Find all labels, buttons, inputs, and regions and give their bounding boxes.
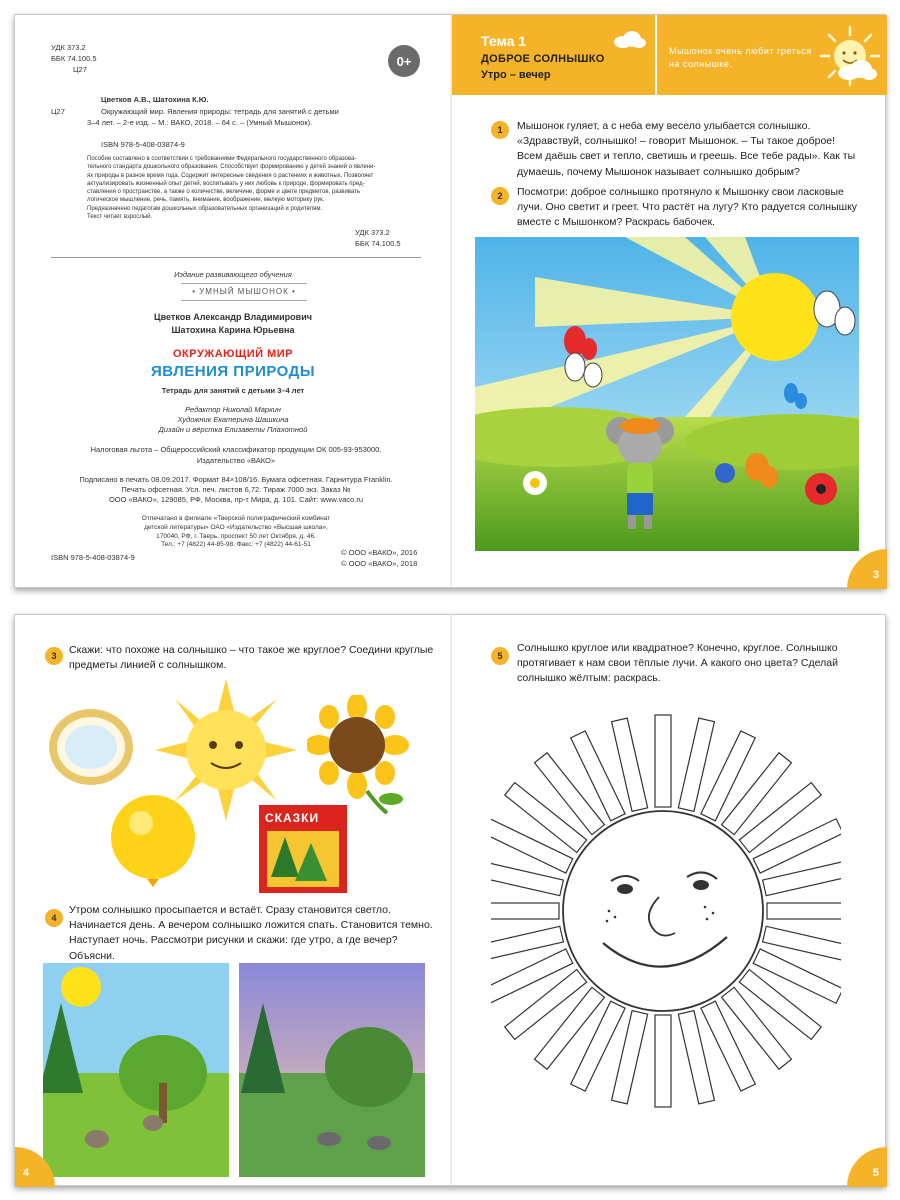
bottom-spread: [14, 614, 886, 1186]
task-number-5: 5: [491, 647, 509, 665]
copyright-2016: © ООО «ВАКО», 2016: [341, 548, 418, 557]
task-number-4: 4: [45, 909, 63, 927]
series-rule-bottom: [181, 300, 307, 301]
cloud-icon: [611, 29, 647, 49]
balloon-picture: [103, 791, 203, 901]
sunflower-picture: [307, 695, 417, 815]
morning-scene: [43, 963, 229, 1177]
credits: Редактор Николай Маркин Художник Екатерина Шашкина Дизайн и вёрстка Елизаветы Плахотной: [158, 405, 308, 435]
task-number-2: 2: [491, 187, 509, 205]
series-rule-top: [181, 283, 307, 284]
sun-ray: [767, 903, 841, 919]
plate-picture: [43, 707, 143, 787]
task-number-1: 1: [491, 121, 509, 139]
task-1-text: Мышонок гуляет, а с неба ему весело улыбается солнышко. «Здравствуй, солнышко! – говорит Мышонок. – Ты такое доброе! Всем даёшь свет и тепло, светишь и греешь. Все тебе рады». Как ты думаешь, почему Мышонок называет солнышко добрым?: [517, 120, 856, 178]
isbn-top: ISBN 978-5-408-03874-9: [101, 140, 185, 149]
page-3: [451, 15, 887, 587]
bib-line-1: Окружающий мир. Явления природы: тетрадь для занятий с детьми: [101, 107, 339, 116]
task-number-3: 3: [45, 647, 63, 665]
sun-ray: [655, 1015, 671, 1107]
edition-type: Издание развивающего обучения: [174, 270, 292, 279]
author-full-1: Цветков Александр Владимирович: [154, 312, 312, 322]
topic-title: ДОБРОЕ СОЛНЫШКО: [481, 53, 605, 65]
top-spread: [14, 14, 886, 588]
tax-line-2: Издательство «ВАКО»: [196, 456, 276, 465]
bib-line-2: 3–4 лет. – 2-е изд. – М.: ВАКО, 2018. – 64 с. – (Умный Мышонок).: [87, 118, 313, 127]
author-full-2: Шатохина Карина Юрьевна: [171, 325, 295, 335]
imprint-page: [15, 15, 451, 587]
page-number-4: 4: [15, 1147, 55, 1187]
author-code-2: Ц27: [51, 107, 65, 116]
age-rating-badge: 0+: [388, 45, 420, 77]
page-number-3: 3: [847, 549, 887, 589]
header-separator: [655, 15, 657, 95]
title-blue: ЯВЛЕНИЯ ПРИРОДЫ: [150, 363, 316, 380]
sun-ray: [491, 903, 559, 919]
divider: [51, 257, 421, 258]
book-cover-trees: [267, 831, 339, 887]
task-2-text: Посмотри: доброе солнышко протянуло к Мышонку свои ласковые лучи. Оно светит и греет. Что растёт на лугу? Кто радуется солнышку вместе с Мышонком? Раскрась бабочек.: [517, 186, 858, 229]
tax-line-1: Налоговая льгота – Общероссийский классификатор продукции ОК 005-93-953000.: [90, 445, 382, 454]
coloring-sun: [491, 711, 841, 1131]
sun-ray: [655, 715, 671, 807]
spine: [450, 15, 452, 587]
fairy-tales-book: [259, 805, 347, 893]
topic-label: Тема 1: [481, 33, 527, 49]
udk-code: УДК 373.2: [51, 43, 86, 52]
spine: [450, 615, 452, 1185]
task-4-text: Утром солнышко просыпается и встаёт. Сразу становится светло. Начинается день. А вечером солнышко ложится спать. Становится темно. Наступает ночь. Рассмотри рисунки и скажи: где утро, а где вечер? Объясни.: [69, 904, 433, 962]
book-title: СКАЗКИ: [265, 811, 320, 825]
bbk-right: ББК 74.100.5: [355, 239, 401, 248]
cloud-icon: [835, 59, 879, 81]
page-5: [451, 615, 887, 1185]
author-code: Ц27: [73, 65, 87, 74]
printer-info: Отпечатано в филиале «Тверской полиграфический комбинат детской литературы» ОАО «Издательство «Высшая школа», 170040, РФ, г. Тверь, проспект 50 лет Октября, д. 46. Тел.: +7 (4822) 44-85-98. Факс: +7 (4822) 44-61-51: [141, 515, 331, 549]
abstract: Пособие составлено в соответствии с требованиями Федерального государственного образова- тельного стандарта дошкольного образования. Способствует формированию у детей знаний о явлени- ях природы в разное время года. Содержит интересные сведения о растениях и животных. Позволяет актуализировать жизненный опыт детей, воспитывать у них любовь к природе, формировать пред- ставления о пространстве, а также о количестве, величине, форме и цвете предметов, развивать логическое мышление, речь, память, внимание, воображение, мелкую моторику рук. Предназначено педагогам дошкольных образовательных организаций и родителям. Текст читает взрослый.: [87, 156, 376, 220]
bbk-code: ББК 74.100.5: [51, 54, 97, 63]
page-4: [15, 615, 451, 1185]
topic-header: [451, 15, 887, 95]
topic-subtitle: Утро – вечер: [481, 69, 551, 81]
isbn-bottom: ISBN 978-5-408-03874-9: [51, 553, 135, 562]
evening-scene: [239, 963, 425, 1177]
task-3-text: Скажи: что похоже на солнышко – что такое же круглое? Соедини круглые предметы линией с солнышком.: [69, 644, 434, 672]
authors-line: Цветков А.В., Шатохина К.Ю.: [101, 95, 209, 104]
title-red: ОКРУЖАЮЩИЙ МИР: [172, 348, 294, 360]
page-number-5: 5: [847, 1147, 887, 1187]
header-note: Мышонок очень любит греться на солнышке.: [669, 46, 812, 69]
copyright-2018: © ООО «ВАКО», 2018: [341, 559, 418, 568]
book-subtitle: Тетрадь для занятий с детьми 3–4 лет: [161, 386, 305, 395]
udk-right: УДК 373.2: [355, 228, 390, 237]
meadow-illustration: [475, 237, 859, 551]
task-5-text: Солнышко круглое или квадратное? Конечно, круглое. Солнышко протягивает к нам свои тёплые лучи. А какого оно цвета? Сделай солнышко жёлтым: раскрась.: [517, 642, 838, 685]
print-info: Подписано в печать 08.09.2017. Формат 84×108/16. Бумага офсетная. Гарнитура Franklin. Печать офсетная. Усл. печ. листов 6,72. Тираж 7000 экз. Заказ № ООО «ВАКО», 129085, РФ, Москва, пр-т Мира, д. 101. Сайт: www.vaco.ru: [79, 475, 393, 505]
series-name: • УМНЫЙ МЫШОНОК •: [192, 287, 296, 296]
